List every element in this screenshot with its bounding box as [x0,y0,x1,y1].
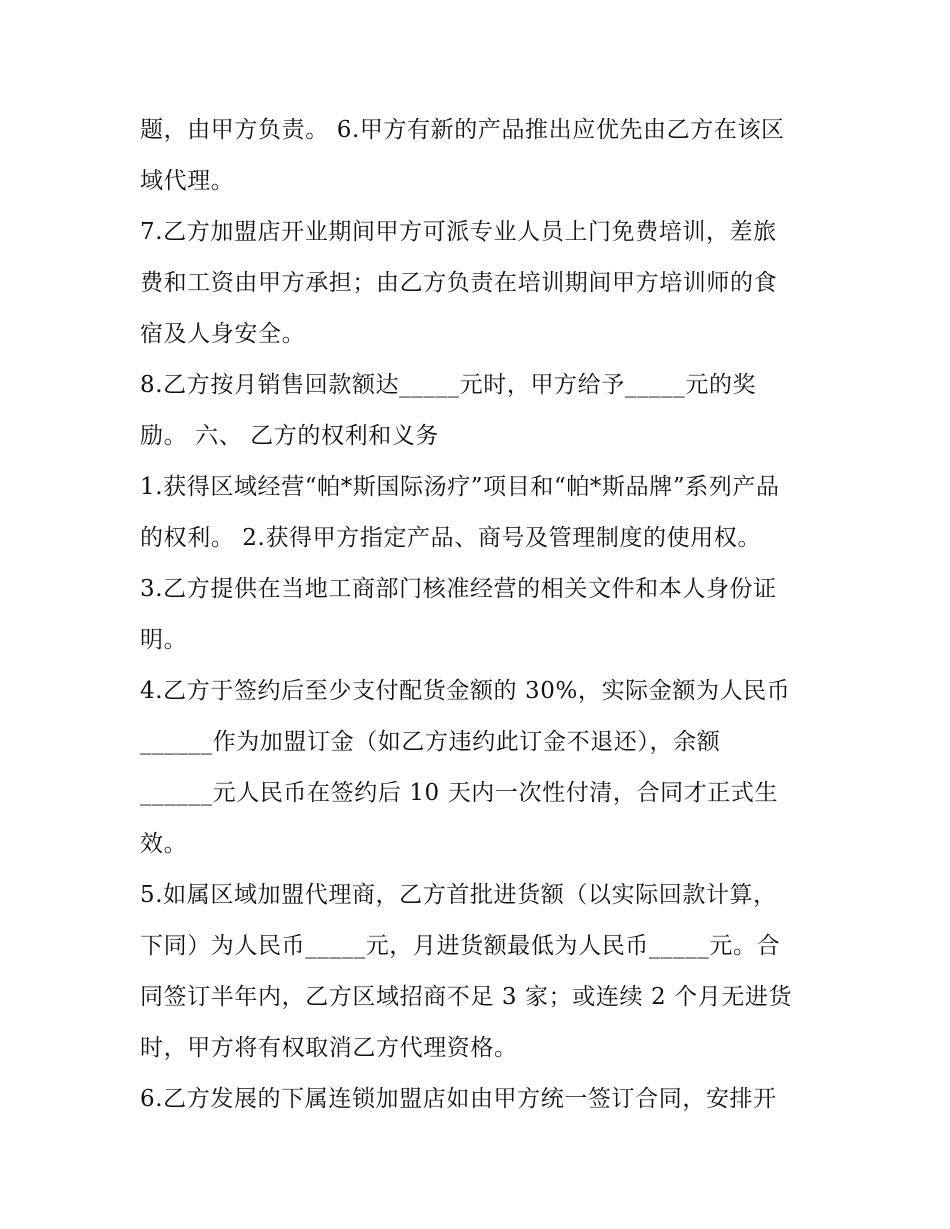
text-line: 3.乙方提供在当地工商部门核准经营的相关文件和本人身份证 [140,576,777,602]
contract-text [140,105,830,1125]
text-line: 励。 六、 乙方的权利和义务 [140,423,440,449]
text-line: 明。 [140,627,188,653]
text-line: 5.如属区域加盟代理商，乙方首批进货额（以实际回款计算， [140,882,777,908]
text-line: 6.乙方发展的下属连锁加盟店如由甲方统一签订合同，安排开 [140,1086,777,1112]
text-line: 费和工资由甲方承担；由乙方负责在培训期间甲方培训师的食 [140,270,778,296]
text-line: 1.获得区域经营“帕*斯国际汤疗”项目和“帕*斯品牌”系列产品 [140,474,780,500]
text-line: 时，甲方将有权取消乙方代理资格。 [140,1035,518,1061]
text-line: 的权利。 2.获得甲方指定产品、商号及管理制度的使用权。 [140,525,762,551]
text-line: 7.乙方加盟店开业期间甲方可派专业人员上门免费培训，差旅 [140,219,777,245]
text-line: 域代理。 [140,168,235,194]
text-line: 同签订半年内，乙方区域招商不足 3 家；或连续 2 个月无进货 [140,984,793,1010]
text-line: 8.乙方按月销售回款额达_____元时，甲方给予_____元的奖 [140,372,757,398]
text-line: 题，由甲方负责。 6.甲方有新的产品推出应优先由乙方在该区 [140,117,785,143]
text-line: 宿及人身安全。 [140,321,306,347]
text-line: ______作为加盟订金（如乙方违约此订金不退还），余额 [140,729,721,755]
text-line: 4.乙方于签约后至少支付配货金额的 30%，实际金额为人民币 [140,678,791,704]
text-line: ______元人民币在签约后 10 天内一次性付清，合同才正式生 [140,780,779,806]
text-line: 下同）为人民币_____元，月进货额最低为人民币_____元。合 [140,933,781,959]
text-line: 效。 [140,831,188,857]
